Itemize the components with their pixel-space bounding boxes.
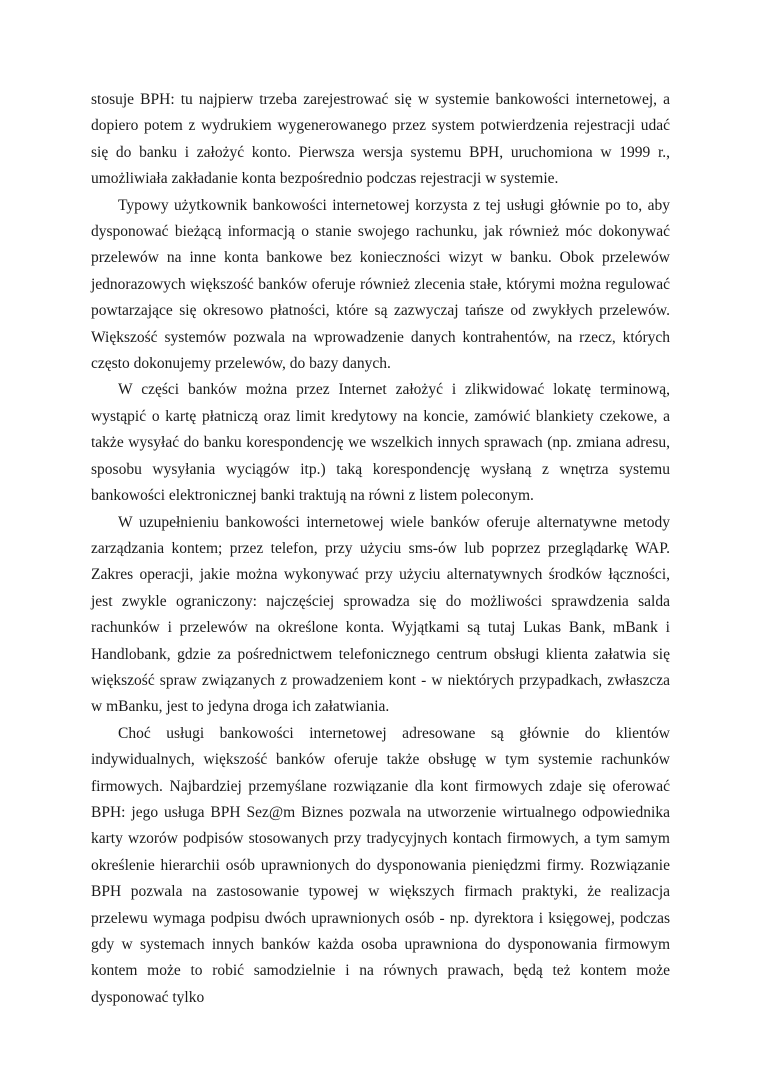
- paragraph-3: W części banków można przez Internet założyć i zlikwidować lokatę terminową, wystąpić o kartę płatniczą oraz limit kredytowy na koncie, zamówić blankiety czekowe, a także wysyłać do banku korespondencję we wszelkich innych sprawach (np. zmiana adresu, sposobu wysyłania wyciągów itp.) taką korespondencję wysłaną z wnętrza systemu bankowości elektronicznej banki traktują na równi z listem poleconym.: [91, 381, 670, 505]
- paragraph-2: Typowy użytkownik bankowości internetowej korzysta z tej usługi głównie po to, aby dysponować bieżącą informacją o stanie swojego rachunku, jak również móc dokonywać przelewów na inne konta bankowe bez konieczności wizyt w banku. Obok przelewów jednorazowych większość banków oferuje również zlecenia stałe, którymi można regulować powtarzające się okresowo płatności, które są zazwyczaj tańsze od zwykłych przelewów. Większość systemów pozwala na wprowadzenie danych kontrahentów, na rzecz, których często dokonujemy przelewów, do bazy danych.: [91, 196, 670, 373]
- paragraph-4: W uzupełnieniu bankowości internetowej wiele banków oferuje alternatywne metody zarządzania kontem; przez telefon, przy użyciu sms-ów lub poprzez przeglądarkę WAP. Zakres operacji, jakie można wykonywać przy użyciu alternatywnych środków łączności, jest zwykle ograniczony: najczęściej sprowadza się do możliwości sprawdzenia salda rachunków i przelewów na określone konta. Wyjątkami są tutaj Lukas Bank, mBank i Handlobank, gdzie za pośrednictwem telefonicznego centrum obsługi klienta załatwia się większość spraw związanych z prowadzeniem kont - w niektórych przypadkach, zwłaszcza w mBanku, jest to jedyna droga ich załatwiania.: [91, 513, 670, 716]
- paragraph-5: Choć usługi bankowości internetowej adresowane są głównie do klientów indywidualnych, większość banków oferuje także obsługę w tym systemie rachunków firmowych. Najbardziej przemyślane rozwiązanie dla kont firmowych zdaje się oferować BPH: jego usługa BPH Sez@m Biznes pozwala na utworzenie wirtualnego odpowiednika karty wzorów podpisów stosowanych przy tradycyjnych kontach firmowych, a tym samym określenie hierarchii osób uprawnionych do dysponowania pieniędzmi firmy. Rozwiązanie BPH pozwala na zastosowanie typowej w większych firmach praktyki, że realizacja przelewu wymaga podpisu dwóch uprawnionych osób - np. dyrektora i księgowej, podczas gdy w systemach innych banków każda osoba uprawniona do dysponowania firmowym kontem może to robić samodzielnie i na równych prawach, będą też kontem może dysponować tylko: [91, 724, 670, 1006]
- document-body: [91, 87, 670, 1011]
- paragraph-1: stosuje BPH: tu najpierw trzeba zarejestrować się w systemie bankowości internetowej, a dopiero potem z wydrukiem wygenerowanego przez system potwierdzenia rejestracji udać się do banku i założyć konto. Pierwsza wersja systemu BPH, uruchomiona w 1999 r., umożliwiała zakładanie konta bezpośrednio podczas rejestracji w systemie.: [91, 91, 670, 188]
